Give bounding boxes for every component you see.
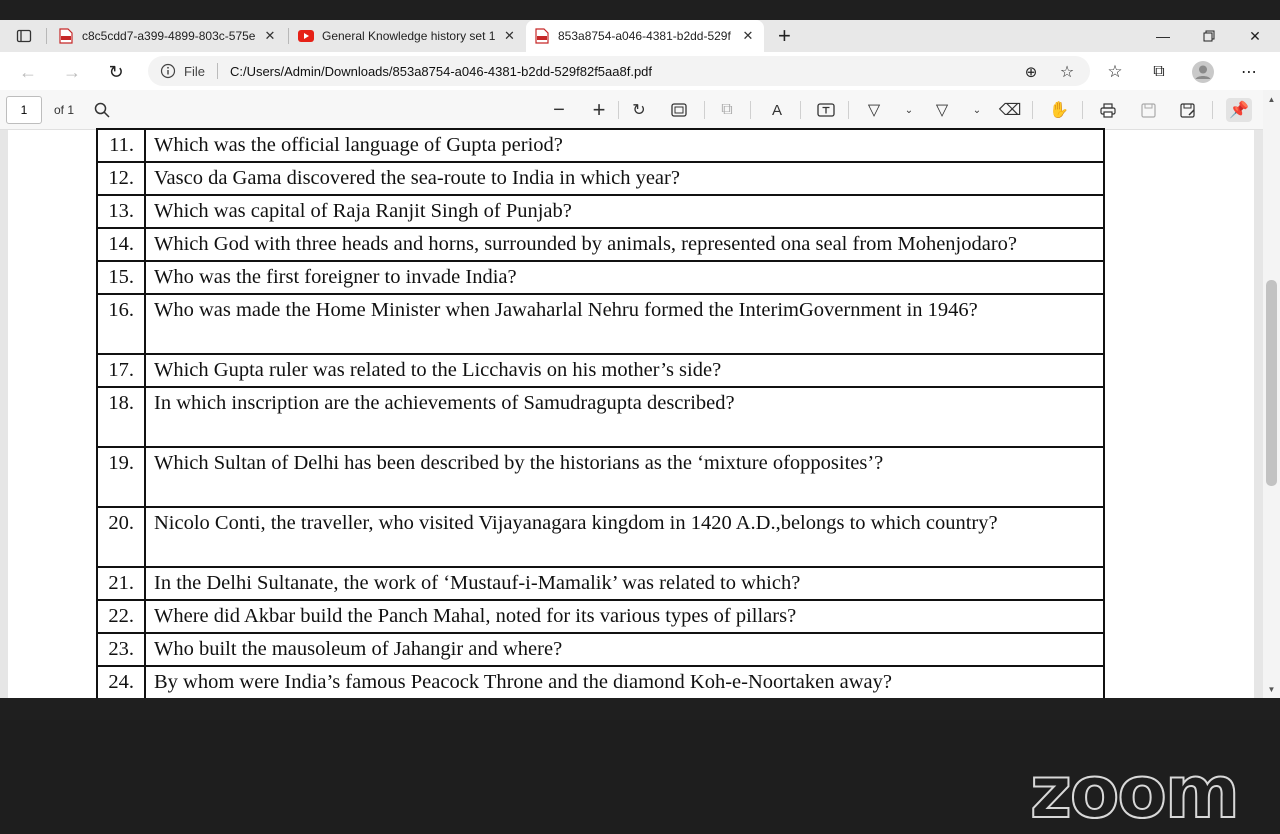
close-icon: ✕ xyxy=(1249,27,1261,44)
tab-separator xyxy=(46,28,47,44)
question-number: 18. xyxy=(97,387,145,447)
question-number: 21. xyxy=(97,567,145,600)
question-number: 23. xyxy=(97,633,145,666)
plus-icon: + xyxy=(778,23,791,48)
minus-icon: − xyxy=(553,98,565,121)
page-number-input[interactable]: 1 xyxy=(6,96,42,124)
draw-button[interactable] xyxy=(863,100,885,120)
magnifier-plus-icon: ⊕ xyxy=(1024,64,1038,81)
question-text: Which was capital of Raja Ranjit Singh of Punjab? xyxy=(145,195,1104,228)
vertical-scrollbar[interactable] xyxy=(1263,90,1280,698)
close-tab-icon[interactable]: ✕ xyxy=(742,28,754,43)
refresh-button[interactable] xyxy=(105,61,127,83)
info-icon[interactable] xyxy=(160,63,176,79)
question-text: In the Delhi Sultanate, the work of ‘Mustauf-i-Mamalik’ was related to which? xyxy=(145,567,1104,600)
question-row xyxy=(97,294,1104,354)
question-text: Which God with three heads and horns, surrounded by animals, represented ona seal from Mohenjodaro? xyxy=(145,228,1104,261)
pdf-toolbar xyxy=(0,90,1280,130)
search-icon xyxy=(94,102,110,118)
save-as-icon xyxy=(1180,103,1196,118)
question-row xyxy=(97,447,1104,507)
rotate-button[interactable] xyxy=(628,100,650,120)
favorites-icon: ☆ xyxy=(1107,62,1123,81)
add-favorite-button[interactable] xyxy=(1056,61,1078,83)
bottom-dark-strip xyxy=(0,698,1280,720)
search-button[interactable] xyxy=(91,100,113,120)
question-number: 16. xyxy=(97,294,145,354)
tab-strip xyxy=(0,20,1280,52)
question-row xyxy=(97,567,1104,600)
question-row xyxy=(97,666,1104,699)
question-row xyxy=(97,387,1104,447)
draw-options-button[interactable] xyxy=(898,100,920,120)
highlighter-icon: ▽ xyxy=(935,102,949,119)
eraser-icon: ⌫ xyxy=(998,102,1022,119)
touch-write-button[interactable] xyxy=(1048,100,1070,120)
scroll-down-arrow[interactable]: ▼ xyxy=(1267,684,1276,694)
toolbar-separator xyxy=(1032,101,1033,119)
forward-button[interactable] xyxy=(61,61,83,83)
page-view-icon: ⧉ xyxy=(721,101,733,118)
questions-table xyxy=(96,128,1105,700)
pin-toolbar-button[interactable] xyxy=(1226,98,1252,122)
question-number: 15. xyxy=(97,261,145,294)
save-icon xyxy=(1141,103,1156,118)
url-text: C:/Users/Admin/Downloads/853a8754-a046-4381-b2dd-529f82f5aa8f.pdf xyxy=(229,63,653,79)
toolbar-separator xyxy=(750,101,751,119)
more-icon: ⋯ xyxy=(1241,64,1257,81)
erase-button[interactable] xyxy=(999,100,1021,120)
question-text: Where did Akbar build the Panch Mahal, noted for its various types of pillars? xyxy=(145,600,1104,633)
top-dark-strip xyxy=(0,0,1280,20)
toolbar-separator xyxy=(800,101,801,119)
toolbar-separator xyxy=(1212,101,1213,119)
question-text: Vasco da Gama discovered the sea-route to India in which year? xyxy=(145,162,1104,195)
scrollbar-thumb[interactable] xyxy=(1266,280,1277,486)
pin-icon: 📌 xyxy=(1229,102,1249,119)
arrow-left-icon: ← xyxy=(19,61,37,82)
save-as-button[interactable] xyxy=(1177,100,1199,120)
close-tab-icon[interactable]: ✕ xyxy=(264,28,276,43)
favorites-button[interactable] xyxy=(1104,61,1126,83)
question-text: Nicolo Conti, the traveller, who visited Vijayanagara kingdom in 1420 A.D.,belongs to which country? xyxy=(145,507,1104,567)
question-row xyxy=(97,261,1104,294)
text-box-icon xyxy=(817,103,835,117)
question-number: 22. xyxy=(97,600,145,633)
toolbar-separator xyxy=(1082,101,1083,119)
read-aloud-icon: A xyxy=(771,101,782,119)
question-row xyxy=(97,354,1104,387)
chevron-down-icon: ⌄ xyxy=(972,104,982,116)
arrow-right-icon: → xyxy=(63,61,81,82)
tab-title: 853a8754-a046-4381-b2dd-529f xyxy=(558,29,731,43)
tab-title: c8c5cdd7-a399-4899-803c-575e xyxy=(82,29,256,43)
highlight-button[interactable] xyxy=(931,100,953,120)
fit-page-button[interactable] xyxy=(668,100,690,120)
question-text: In which inscription are the achievements of Samudragupta described? xyxy=(145,387,1104,447)
question-row xyxy=(97,507,1104,567)
question-text: By whom were India’s famous Peacock Throne and the diamond Koh-e-Noortaken away? xyxy=(145,666,1104,699)
question-row xyxy=(97,228,1104,261)
tab-youtube[interactable] xyxy=(290,20,522,52)
back-button[interactable] xyxy=(17,61,39,83)
zoom-watermark: zoom xyxy=(1030,750,1238,834)
pdf-icon xyxy=(534,28,550,44)
hand-icon: ✋ xyxy=(1049,102,1069,119)
tab-pdf-1[interactable] xyxy=(50,20,286,52)
question-number: 20. xyxy=(97,507,145,567)
collections-button[interactable] xyxy=(1148,61,1170,83)
page-view-button[interactable] xyxy=(716,100,738,120)
file-label: File xyxy=(184,63,205,79)
address-field[interactable] xyxy=(148,56,1090,86)
minimize-button[interactable] xyxy=(1140,20,1186,52)
pdf-page xyxy=(8,130,1254,834)
question-row xyxy=(97,600,1104,633)
page-total: of 1 xyxy=(54,103,75,117)
chevron-down-icon: ⌄ xyxy=(904,104,914,116)
question-number: 11. xyxy=(97,129,145,162)
question-number: 14. xyxy=(97,228,145,261)
tab-title: General Knowledge history set 1 xyxy=(322,29,496,43)
read-aloud-button[interactable] xyxy=(766,100,788,120)
toolbar-separator xyxy=(618,101,619,119)
fit-page-icon xyxy=(671,103,687,117)
print-button[interactable] xyxy=(1097,100,1119,120)
highlight-options-button[interactable] xyxy=(966,100,988,120)
plus-icon: + xyxy=(592,97,606,122)
tab-actions-button[interactable] xyxy=(8,20,38,52)
question-number: 19. xyxy=(97,447,145,507)
new-tab-button[interactable] xyxy=(770,20,794,52)
question-number: 12. xyxy=(97,162,145,195)
close-tab-icon[interactable]: ✕ xyxy=(503,28,515,43)
profile-button[interactable] xyxy=(1192,61,1214,83)
refresh-icon: ↻ xyxy=(108,61,124,82)
question-row xyxy=(97,162,1104,195)
toolbar-separator xyxy=(704,101,705,119)
minimize-icon: — xyxy=(1156,28,1170,44)
question-number: 24. xyxy=(97,666,145,699)
pdf-viewer[interactable] xyxy=(0,130,1263,834)
pdf-icon xyxy=(58,28,74,44)
question-text: Who built the mausoleum of Jahangir and where? xyxy=(145,633,1104,666)
tab-separator xyxy=(288,28,289,44)
zoom-in-button[interactable] xyxy=(588,97,610,122)
question-row xyxy=(97,633,1104,666)
question-row xyxy=(97,129,1104,162)
add-text-button[interactable] xyxy=(815,100,837,120)
rotate-icon: ↻ xyxy=(632,102,646,119)
question-text: Who was made the Home Minister when Jawaharlal Nehru formed the InterimGovernment in 1946? xyxy=(145,294,1104,354)
question-text: Who was the first foreigner to invade India? xyxy=(145,261,1104,294)
question-row xyxy=(97,195,1104,228)
toolbar-separator xyxy=(848,101,849,119)
question-text: Which was the official language of Gupta period? xyxy=(145,129,1104,162)
zoom-in-page-button[interactable] xyxy=(1020,61,1042,83)
star-plus-icon: ☆ xyxy=(1059,64,1075,81)
youtube-icon xyxy=(298,28,314,44)
tab-pdf-active[interactable] xyxy=(526,20,764,52)
tab-actions-icon xyxy=(16,28,32,44)
restore-button[interactable] xyxy=(1186,20,1232,52)
collections-icon: ⧉ xyxy=(1153,63,1165,80)
zoom-out-button[interactable] xyxy=(548,100,570,120)
close-window-button[interactable] xyxy=(1232,20,1278,52)
draw-icon: ▽ xyxy=(867,102,881,119)
restore-icon xyxy=(1203,30,1215,42)
settings-menu-button[interactable] xyxy=(1238,61,1260,83)
scroll-up-arrow[interactable]: ▲ xyxy=(1267,94,1276,104)
avatar xyxy=(1192,61,1214,83)
save-button[interactable] xyxy=(1137,100,1159,120)
address-bar-row xyxy=(0,52,1280,90)
question-number: 17. xyxy=(97,354,145,387)
address-separator xyxy=(217,63,218,79)
question-number: 13. xyxy=(97,195,145,228)
question-text: Which Gupta ruler was related to the Licchavis on his mother’s side? xyxy=(145,354,1104,387)
printer-icon xyxy=(1100,103,1116,118)
question-text: Which Sultan of Delhi has been described by the historians as the ‘mixture ofopposites’? xyxy=(145,447,1104,507)
